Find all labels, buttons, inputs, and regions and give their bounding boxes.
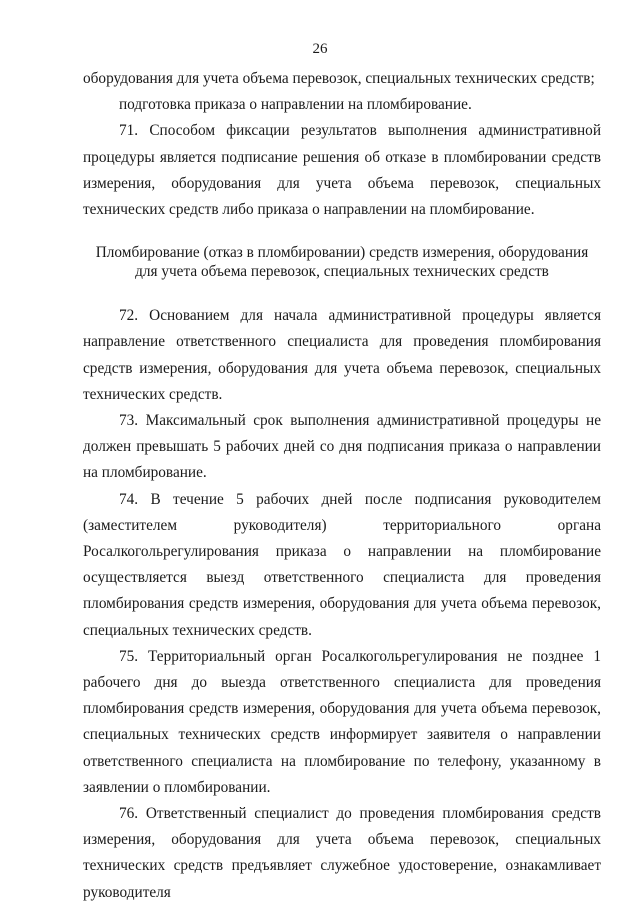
paragraph-75: 75. Территориальный орган Росалкогольрегулирования не позднее 1 рабочего дня до выезда ответственного специалиста для проведения пломбирования средств измерения, оборудования для учета объема перевозок, специальных технических средств информирует заявителя о направлении ответственного специалиста на пломбирование по телефону, указанному в заявлении о пломбировании. [83,647,601,796]
section-heading: Пломбирование (отказ в пломбировании) средств измерения, оборудования для учета объема перевозок, специальных технических средств [95,244,589,281]
page-number: 26 [312,41,328,57]
paragraph-76: 76. Ответственный специалист до проведения пломбирования средств измерения, оборудования для учета объема перевозок, специальных технических средств предъявляет служебное удостоверение, ознакамливает руководителя [83,805,601,901]
paragraph-order-preparation: подготовка приказа о направлении на пломбирование. [119,96,472,114]
paragraph-71: 71. Способом фиксации результатов выполнения административной процедуры является подписание решения об отказе в пломбировании средств измерения, оборудования для учета объема перевозок, специальных технических средств либо приказа о направлении на пломбирование. [83,122,601,219]
paragraph-72: 72. Основанием для начала административной процедуры является направление ответственного специалиста для проведения пломбирования средств измерения, оборудования для учета объема перевозок, специальных технических средств. [83,307,601,403]
paragraph-74: 74. В течение 5 рабочих дней после подписания руководителем (заместителем руководителя) территориального органа Росалкогольрегулирования приказа о направлении на пломбирование осуществляется выезд ответственного специалиста для проведения пломбирования средств измерения, оборудования для учета объема перевозок, специальных технических средств. [83,490,601,639]
document-body [83,66,601,906]
paragraph-73: 73. Максимальный срок выполнения административной процедуры не должен превышать 5 рабочих дней со дня подписания приказа о направлении на пломбирование. [83,412,601,482]
paragraph-continuation: оборудования для учета объема перевозок, специальных технических средств; [83,70,595,87]
